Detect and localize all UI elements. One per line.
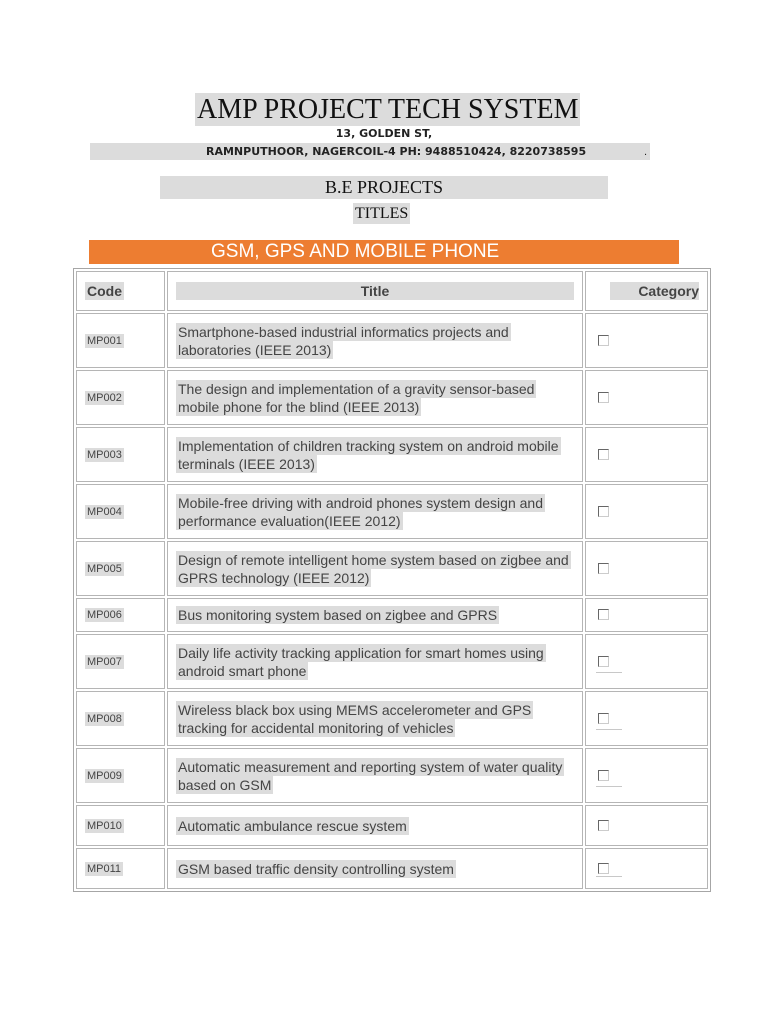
project-code: MP011 (87, 862, 122, 875)
category-checkbox[interactable] (598, 449, 609, 460)
category-checkbox[interactable] (598, 335, 609, 346)
row-title-cell (167, 748, 583, 803)
row-category-cell (585, 598, 708, 632)
table-row (76, 370, 708, 425)
header-title (167, 271, 583, 311)
table-row (76, 805, 708, 846)
category-checkbox[interactable] (598, 609, 609, 620)
row-title-cell (167, 370, 583, 425)
table-row (76, 427, 708, 482)
table-row (76, 634, 708, 689)
address-line-2: RAMNPUTHOOR, NAGERCOIL-4 PH: 9488510424, 8220738595 (206, 145, 587, 158)
row-code-cell (76, 427, 165, 482)
row-title-cell (167, 313, 583, 368)
row-code-cell (76, 691, 165, 746)
project-code: MP009 (87, 769, 122, 782)
row-code-cell (76, 748, 165, 803)
row-title-cell (167, 484, 583, 539)
row-code-cell (76, 598, 165, 632)
row-code-cell (76, 634, 165, 689)
company-name: AMP PROJECT TECH SYSTEM (197, 94, 579, 125)
row-code-cell (76, 313, 165, 368)
project-title: Wireless black box using MEMS accelerometer and GPS tracking for accidental monitoring of vehicles (178, 701, 532, 736)
category-checkbox[interactable] (598, 770, 609, 781)
table-row (76, 598, 708, 632)
project-title: Implementation of children tracking system on android mobile terminals (IEEE 2013) (178, 437, 559, 472)
project-code: MP007 (87, 655, 122, 668)
header-code (76, 271, 165, 311)
header-category-label: Category (610, 282, 699, 300)
project-code: MP010 (87, 819, 122, 832)
row-title-cell (167, 691, 583, 746)
checkbox-underline (596, 786, 622, 787)
row-category-cell (585, 541, 708, 596)
row-category-cell (585, 313, 708, 368)
project-code: MP005 (87, 562, 122, 575)
project-code: MP002 (87, 391, 122, 404)
project-code: MP006 (87, 609, 122, 621)
address-trailing-dot: . (644, 146, 648, 158)
project-title: Bus monitoring system based on zigbee and GPRS (178, 607, 498, 623)
row-category-cell (585, 370, 708, 425)
table-header-row (76, 271, 708, 311)
category-checkbox[interactable] (598, 392, 609, 403)
category-checkbox[interactable] (598, 563, 609, 574)
project-code: MP001 (87, 334, 122, 347)
header-code-label: Code (87, 283, 122, 299)
project-title: Mobile-free driving with android phones system design and performance evaluation(IEEE 2012) (178, 494, 543, 529)
table-row (76, 484, 708, 539)
row-code-cell (76, 848, 165, 889)
project-title: Design of remote intelligent home system based on zigbee and GPRS technology (IEEE 2012) (178, 551, 569, 586)
category-checkbox[interactable] (598, 863, 609, 874)
project-code: MP004 (87, 505, 122, 518)
category-checkbox[interactable] (598, 820, 609, 831)
row-code-cell (76, 370, 165, 425)
checkbox-underline (596, 729, 622, 730)
category-checkbox[interactable] (598, 656, 609, 667)
row-category-cell (585, 484, 708, 539)
project-title: Automatic ambulance rescue system (178, 817, 407, 834)
project-code: MP008 (87, 712, 122, 725)
row-code-cell (76, 541, 165, 596)
project-title: The design and implementation of a gravity sensor-based mobile phone for the blind (IEEE 2013) (178, 380, 535, 415)
project-title: Daily life activity tracking application for smart homes using android smart phone (178, 644, 544, 679)
row-title-cell (167, 805, 583, 846)
project-code: MP003 (87, 448, 122, 461)
row-category-cell (585, 805, 708, 846)
table-row (76, 691, 708, 746)
projects-table (73, 268, 711, 892)
table-row (76, 541, 708, 596)
row-code-cell (76, 805, 165, 846)
row-category-cell (585, 691, 708, 746)
row-title-cell (167, 634, 583, 689)
row-category-cell (585, 634, 708, 689)
row-title-cell (167, 541, 583, 596)
program-title: B.E PROJECTS (160, 176, 608, 199)
row-title-cell (167, 598, 583, 632)
header-category (585, 271, 708, 311)
category-checkbox[interactable] (598, 713, 609, 724)
table-row (76, 748, 708, 803)
section-title: GSM, GPS AND MOBILE PHONE (211, 241, 500, 262)
section-header (89, 240, 679, 264)
checkbox-underline (596, 876, 622, 877)
subtitle: TITLES (355, 205, 409, 222)
row-title-cell (167, 427, 583, 482)
checkbox-underline (596, 672, 622, 673)
table-row (76, 848, 708, 889)
row-code-cell (76, 484, 165, 539)
project-title: Smartphone-based industrial informatics projects and laboratories (IEEE 2013) (178, 323, 509, 358)
address-line-1: 13, GOLDEN ST, (335, 127, 433, 140)
table-row (76, 313, 708, 368)
row-category-cell (585, 848, 708, 889)
row-title-cell (167, 848, 583, 889)
category-checkbox[interactable] (598, 506, 609, 517)
row-category-cell (585, 748, 708, 803)
project-title: GSM based traffic density controlling system (178, 860, 454, 877)
header-title-label: Title (176, 282, 574, 300)
project-title: Automatic measurement and reporting system of water quality based on GSM (178, 758, 563, 793)
row-category-cell (585, 427, 708, 482)
